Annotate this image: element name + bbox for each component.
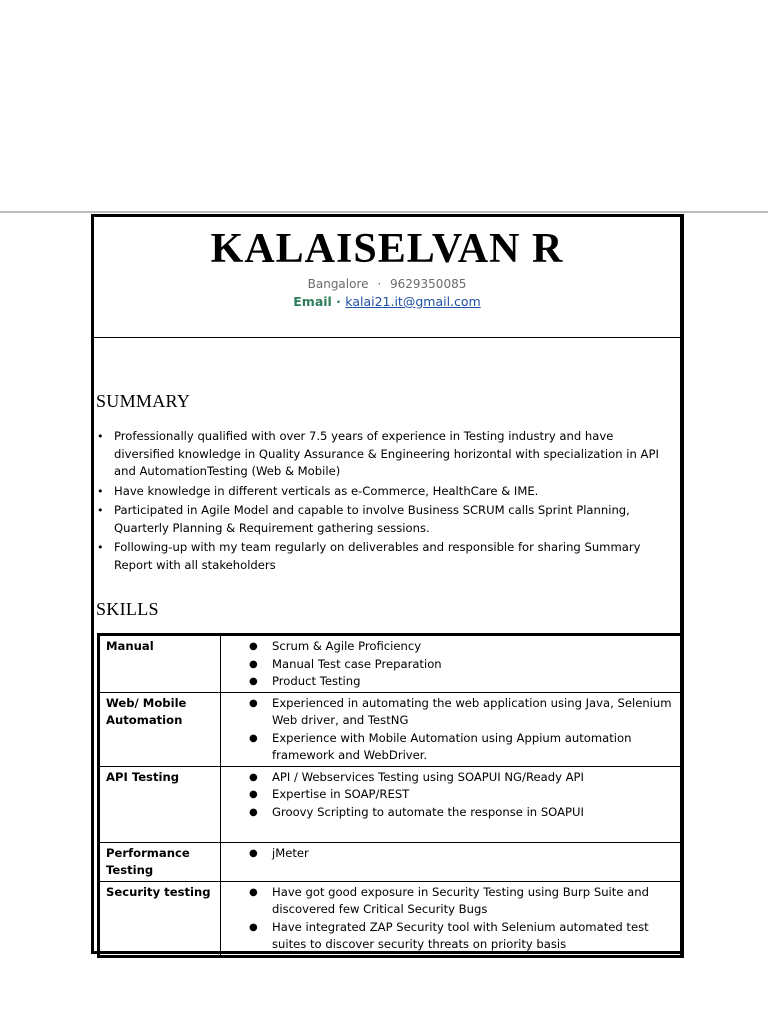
- skills-table: [97, 633, 684, 958]
- contact-line: [94, 275, 680, 293]
- skill-item: ● Expertise in SOAP/REST: [227, 786, 674, 804]
- summary-list: [94, 428, 672, 576]
- page-divider-line: [0, 211, 768, 213]
- skill-item: ● Experience with Mobile Automation using Appium automation framework and WebDriver.: [249, 730, 632, 762]
- bullet-icon: ●: [249, 771, 258, 783]
- skill-item: ● Experienced in automating the web application using Java, Selenium Web driver, and TestNG: [249, 695, 672, 727]
- skill-category: Manual: [99, 635, 221, 693]
- skill-category: API Testing: [99, 766, 221, 842]
- bullet-icon: ●: [249, 921, 258, 933]
- summary-item: • Professionally qualified with over 7.5 years of experience in Testing industry and have diversified knowledge in Quality Assurance & Engineering horizontal with specialization in API and AutomationTesting (Web & Mobile): [97, 429, 659, 478]
- bullet-icon: •: [97, 504, 104, 517]
- bullet-icon: ●: [249, 732, 258, 744]
- phone-text: 9629350085: [390, 277, 467, 291]
- skill-item: ● Groovy Scripting to automate the response in SOAPUI: [227, 804, 674, 822]
- skill-details: [221, 881, 683, 956]
- skill-item: ● Have got good exposure in Security Testing using Burp Suite and discovered few Critical Security Bugs: [249, 884, 649, 916]
- bullet-icon: ●: [249, 676, 258, 687]
- bullet-icon: ●: [249, 847, 258, 859]
- skill-item: ● Scrum & Agile Proficiency: [227, 638, 674, 656]
- email-link[interactable]: kalai21.it@gmail.com: [345, 294, 481, 309]
- table-row: [99, 635, 683, 693]
- skill-item: ● Have integrated ZAP Security tool with Selenium automated test suites to discover security threats on priority basis: [249, 919, 649, 951]
- bullet-icon: ●: [249, 697, 258, 709]
- separator-dot: ·: [377, 277, 382, 291]
- skill-details: [221, 842, 683, 881]
- bullet-icon: ●: [249, 641, 258, 652]
- email-label: Email ·: [293, 294, 341, 309]
- bullet-icon: ●: [249, 806, 258, 818]
- email-line: [94, 293, 680, 311]
- skill-details: [221, 692, 683, 766]
- table-row: [99, 692, 683, 766]
- skills-heading: SKILLS: [96, 599, 159, 619]
- summary-item: • Following-up with my team regularly on deliverables and responsible for sharing Summary Report with all stakeholders: [97, 540, 641, 572]
- skill-category: Security testing: [99, 881, 221, 956]
- resume-header: [94, 217, 680, 338]
- location-text: Bangalore: [307, 277, 369, 291]
- skill-item: ● jMeter: [227, 845, 674, 863]
- skill-category: Performance Testing: [99, 842, 221, 881]
- table-row: [99, 766, 683, 842]
- skill-item: ● Product Testing: [227, 673, 674, 691]
- skill-category: Web/ Mobile Automation: [99, 692, 221, 766]
- resume-page: [91, 214, 684, 954]
- bullet-icon: ●: [249, 658, 258, 670]
- bullet-icon: •: [97, 484, 104, 498]
- bullet-icon: ●: [249, 789, 258, 800]
- bullet-icon: ●: [249, 886, 258, 898]
- summary-item: • Participated in Agile Model and capable to involve Business SCRUM calls Sprint Planning, Quarterly Planning & Requirement gathering sessions.: [97, 503, 630, 535]
- summary-item: • Have knowledge in different verticals as e-Commerce, HealthCare & IME.: [94, 483, 672, 501]
- bullet-icon: •: [97, 541, 104, 554]
- skill-item: ● API / Webservices Testing using SOAPUI NG/Ready API: [227, 769, 674, 787]
- candidate-name: KALAISELVAN R: [210, 226, 564, 272]
- bullet-icon: •: [97, 430, 104, 443]
- table-row: [99, 842, 683, 881]
- skill-details: [221, 635, 683, 693]
- table-row: [99, 881, 683, 956]
- skill-details: [221, 766, 683, 842]
- summary-heading: SUMMARY: [96, 391, 191, 411]
- skill-item: ● Manual Test case Preparation: [227, 656, 674, 674]
